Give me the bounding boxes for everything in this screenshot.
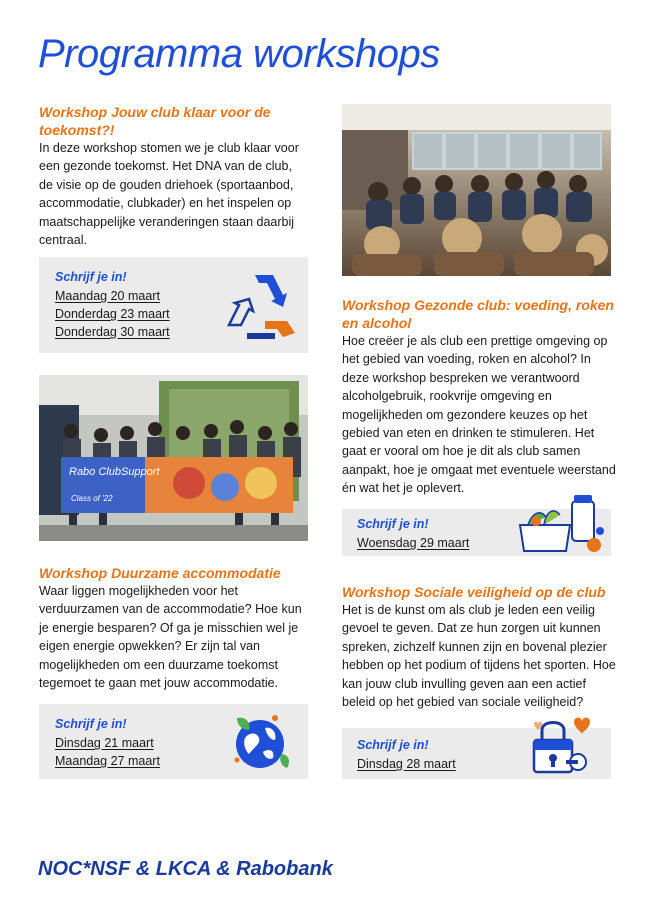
signup-date-link[interactable]: Maandag 20 maart <box>55 289 160 303</box>
signup-box-duurzame-accommodatie <box>39 704 308 779</box>
signup-label: Schrijf je in! <box>357 517 429 531</box>
signup-date-link[interactable]: Dinsdag 28 maart <box>357 757 456 771</box>
signup-box-toekomst <box>39 257 308 353</box>
meeting-room-image <box>342 104 611 276</box>
signup-date-link[interactable]: Donderdag 23 maart <box>55 307 170 321</box>
food-basket-icon <box>514 491 606 557</box>
signup-date-link[interactable]: Maandag 27 maart <box>55 754 160 768</box>
recycle-triangle-icon <box>225 267 299 343</box>
signup-label: Schrijf je in! <box>357 738 429 752</box>
workshop-title: Workshop Jouw club klaar voor de toekomst?! <box>39 104 271 138</box>
signup-date-link[interactable]: Dinsdag 21 maart <box>55 736 154 750</box>
workshop-description: Waar liggen mogelijkheden voor het verduurzamen van de accommodatie? Hoe kun je energie besparen? Of ga je misschien wel je eigen energie opwekken? Er zijn tal van mogelijkheden om een duurzame toekomst tegemoet te gaan met jouw accommodatie. <box>39 584 302 691</box>
workshop-description: Het is de kunst om als club je leden een veilig gevoel te geven. Dat ze hun zorgen uit kunnen spreken, zichzelf kunnen zijn en bovenal plezier hebben op het podium of tijdens het sporten. Hoe kan jouw club invulling geven aan een actief beleid op het gebied van sociale veiligheid? <box>342 603 616 710</box>
padlock-heart-icon <box>528 712 592 778</box>
signup-label: Schrijf je in! <box>55 717 127 731</box>
workshop-description: Hoe creëer je als club een prettige omgeving op het gebied van voeding, roken en alcohol? In deze workshop bespreken we verantwoord alcoholgebruik, rookvrije omgeving en mogelijkheden om gezondere keuzes op het gebied van eten en drinken te stimuleren. Het gaat er vooral om hoe je dit als club samen aanpakt, hoe je omgaat met eventuele weerstand én wat het je oplevert. <box>342 334 616 496</box>
photo-group-banner <box>39 375 308 541</box>
signup-label: Schrijf je in! <box>55 270 127 284</box>
workshop-title: Workshop Sociale veiligheid op de club <box>342 584 606 600</box>
workshop-title: Workshop Gezonde club: voeding, roken en alcohol <box>342 297 614 331</box>
group-banner-image <box>39 375 308 541</box>
workshop-gezonde-club <box>342 296 618 498</box>
signup-date-link[interactable]: Donderdag 30 maart <box>55 325 170 339</box>
footer-partners: NOC*NSF & LKCA & Rabobank <box>38 858 333 880</box>
page-title: Programma workshops <box>38 32 440 76</box>
workshop-title: Workshop Duurzame accommodatie <box>39 565 281 581</box>
banner-title: Rabo ClubSupport <box>69 466 160 478</box>
workshop-description: In deze workshop stomen we je club klaar voor een gezonde toekomst. Het DNA van de club, de visie op de gouden driehoek (sportaanbod, accommodatie, clubkader) en het inspelen op maatschappelijke veranderingen staan daarbij centraal. <box>39 141 299 248</box>
workshop-toekomst <box>39 103 307 249</box>
globe-leaves-icon <box>227 708 293 774</box>
signup-box-gezonde-club <box>342 509 611 556</box>
workshop-sociale-veiligheid <box>342 583 620 711</box>
photo-meeting-room <box>342 104 611 276</box>
workshop-duurzame-accommodatie <box>39 564 309 692</box>
signup-date-link[interactable]: Woensdag 29 maart <box>357 536 470 550</box>
signup-box-sociale-veiligheid <box>342 728 611 779</box>
banner-subtitle: Class of '22 <box>71 494 113 503</box>
